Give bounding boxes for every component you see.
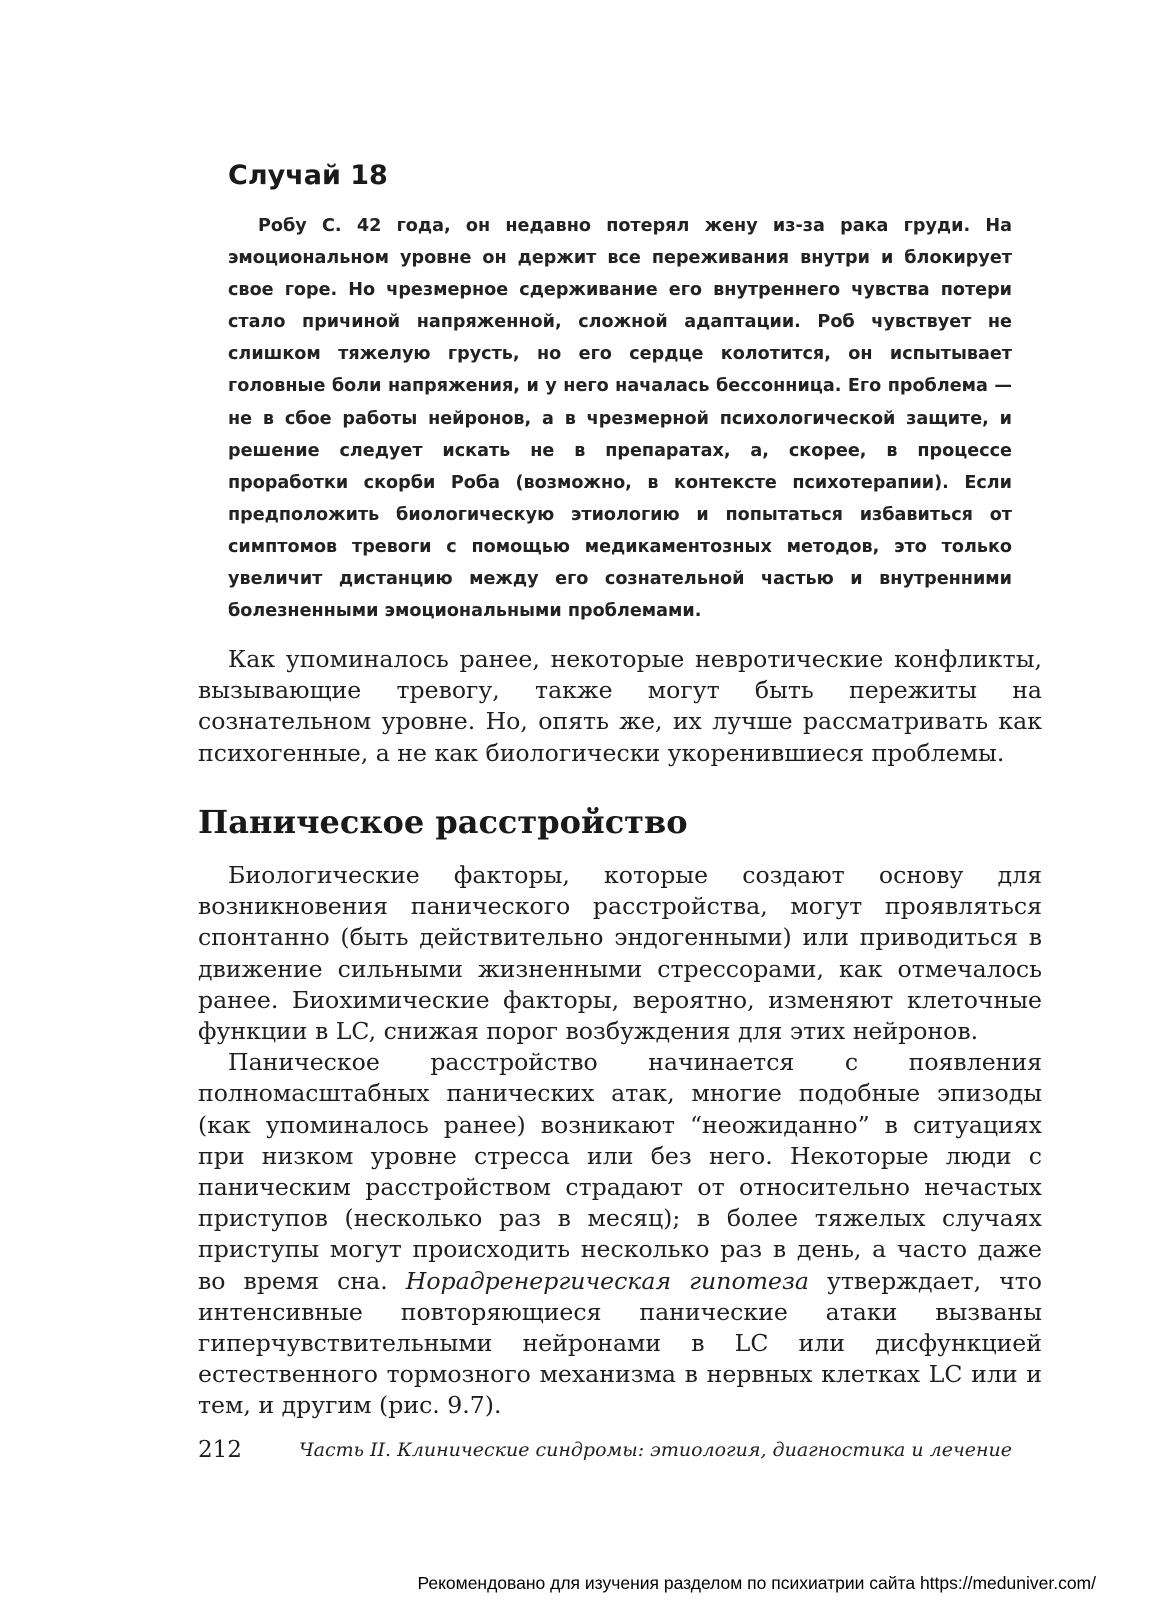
site-watermark: Рекомендовано для изучения разделом по психиатрии сайта https://meduniver.com/: [417, 1573, 1096, 1593]
section-paragraph-2: [198, 1047, 1042, 1421]
intro-block: [198, 644, 1042, 769]
section-body: [198, 860, 1042, 1422]
section-paragraph-1: Биологические факторы, которые создают основу для возникновения панического расстройства, могут проявляться спонтанно (быть действительно эндогенными) или приводиться в движение сильными жизненными стрессорами, как отмечалось ранее. Биохимические факторы, вероятно, изменяют клеточные функции в LC, снижая порог возбуждения для этих нейронов.: [198, 861, 1042, 1046]
paragraph-2-start: Паническое расстройство начинается с появления полномасштабных панических атак, многие подобные эпизоды (как упоминалось ранее) возникают “неожиданно” в ситуациях при низком уровне стресса или без него. Некоторые люди с паническим расстройством страдают от относительно нечастых приступов (несколько раз в месяц); в более тяжелых случаях приступы могут происходить несколько раз в день, а часто даже во время сна.: [198, 1048, 1042, 1295]
paragraph-2-end: утверждает, что интенсивные повторяющиеся панические атаки вызваны гиперчувствительными нейронами в LC или дисфункцией естественного тормозного механизма в нервных клетках LC или и тем, и другим (рис. 9.7).: [198, 1266, 1043, 1420]
page-footer: [198, 1433, 1012, 1467]
section-title: Паническое расстройство: [198, 803, 688, 841]
running-title: Часть II. Клинические синдромы: этиология, диагностика и лечение: [298, 1439, 1012, 1461]
page-number: 212: [198, 1437, 242, 1463]
intro-paragraph: Как упоминалось ранее, некоторые невротические конфликты, вызывающие тревогу, также могут быть пережиты на сознательном уровне. Но, опять же, их лучше рассматривать как психогенные, а не как биологически укоренившиеся проблемы.: [198, 645, 1042, 767]
case-text: Робу С. 42 года, он недавно потерял жену из-за рака груди. На эмоциональном уровне он держит все переживания внутри и блокирует свое горе. Но чрезмерное сдерживание его внутреннего чувства потери стало причиной напряженной, сложной адаптации. Роб чувствует не слишком тяжелую грусть, но его сердце колотится, он испытывает головные боли напряжения, и у него началась бессонница. Его проблема — не в сбое работы нейронов, а в чрезмерной психологической защите, и решение следует искать не в препаратах, а, скорее, в процессе проработки скорби Роба (возможно, в контексте психотерапии). Если предположить биологическую этиологию и попытаться избавиться от симптомов тревоги с помощью медикаментозных методов, это только увеличит дистанцию между его сознательной частью и внутренними болезненными эмоциональными проблемами.: [228, 216, 1012, 622]
hypothesis-term: Норадренергическая гипотеза: [405, 1266, 809, 1295]
case-heading: Случай 18: [228, 160, 388, 191]
